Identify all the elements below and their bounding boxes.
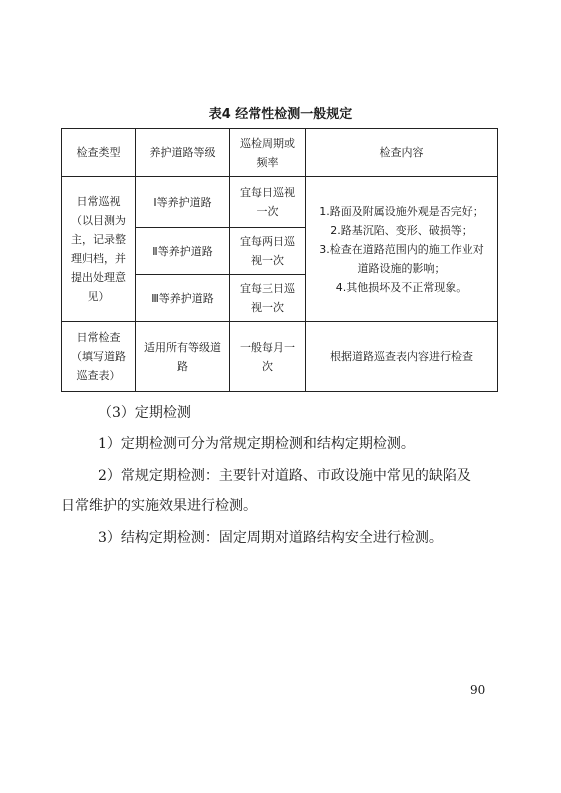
inspection-table	[61, 128, 498, 392]
content-item: 2.路基沉陷、变形、破损等；	[330, 223, 473, 237]
inspection-content-cell: 根据道路巡查表内容进行检查	[306, 322, 498, 392]
header-cell: 巡检周期或频率	[230, 129, 306, 177]
road-level-cell: Ⅱ等养护道路	[136, 228, 230, 275]
section-heading: （3）定期检测	[98, 405, 191, 421]
table-caption: 表4 经常性检测一般规定	[208, 107, 353, 122]
page-number: 90	[470, 683, 486, 697]
paragraph-continuation: 日常维护的实施效果进行检测。	[61, 498, 257, 514]
inspection-content-cell	[306, 177, 498, 322]
content-item: 3.检查在道路范围内的施工作业对道路设施的影响；	[319, 242, 484, 275]
table-row	[62, 177, 498, 228]
frequency-cell: 一般每月一次	[230, 322, 306, 392]
frequency-cell: 宜每两日巡视一次	[230, 228, 306, 275]
road-level-cell: Ⅰ等养护道路	[136, 177, 230, 228]
paragraph: 2）常规定期检测：主要针对道路、市政设施中常见的缺陷及	[98, 468, 471, 484]
header-cell: 检查内容	[306, 129, 498, 177]
paragraph: 1）定期检测可分为常规定期检测和结构定期检测。	[98, 436, 415, 452]
header-cell: 养护道路等级	[136, 129, 230, 177]
inspection-type-cell: 日常检查（填写道路巡查表）	[62, 322, 136, 392]
table-row	[62, 322, 498, 392]
frequency-cell: 宜每三日巡视一次	[230, 275, 306, 322]
inspection-type-cell: 日常巡视（以目测为主，记录整理归档，并提出处理意见）	[62, 177, 136, 322]
content-item: 4.其他损坏及不正常现象。	[335, 280, 468, 294]
road-level-cell: 适用所有等级道路	[136, 322, 230, 392]
content-item: 1.路面及附属设施外观是否完好；	[319, 204, 484, 218]
frequency-cell: 宜每日巡视一次	[230, 177, 306, 228]
road-level-cell: Ⅲ等养护道路	[136, 275, 230, 322]
header-cell: 检查类型	[62, 129, 136, 177]
paragraph: 3）结构定期检测：固定周期对道路结构安全进行检测。	[98, 530, 443, 546]
table-header-row	[62, 129, 498, 177]
